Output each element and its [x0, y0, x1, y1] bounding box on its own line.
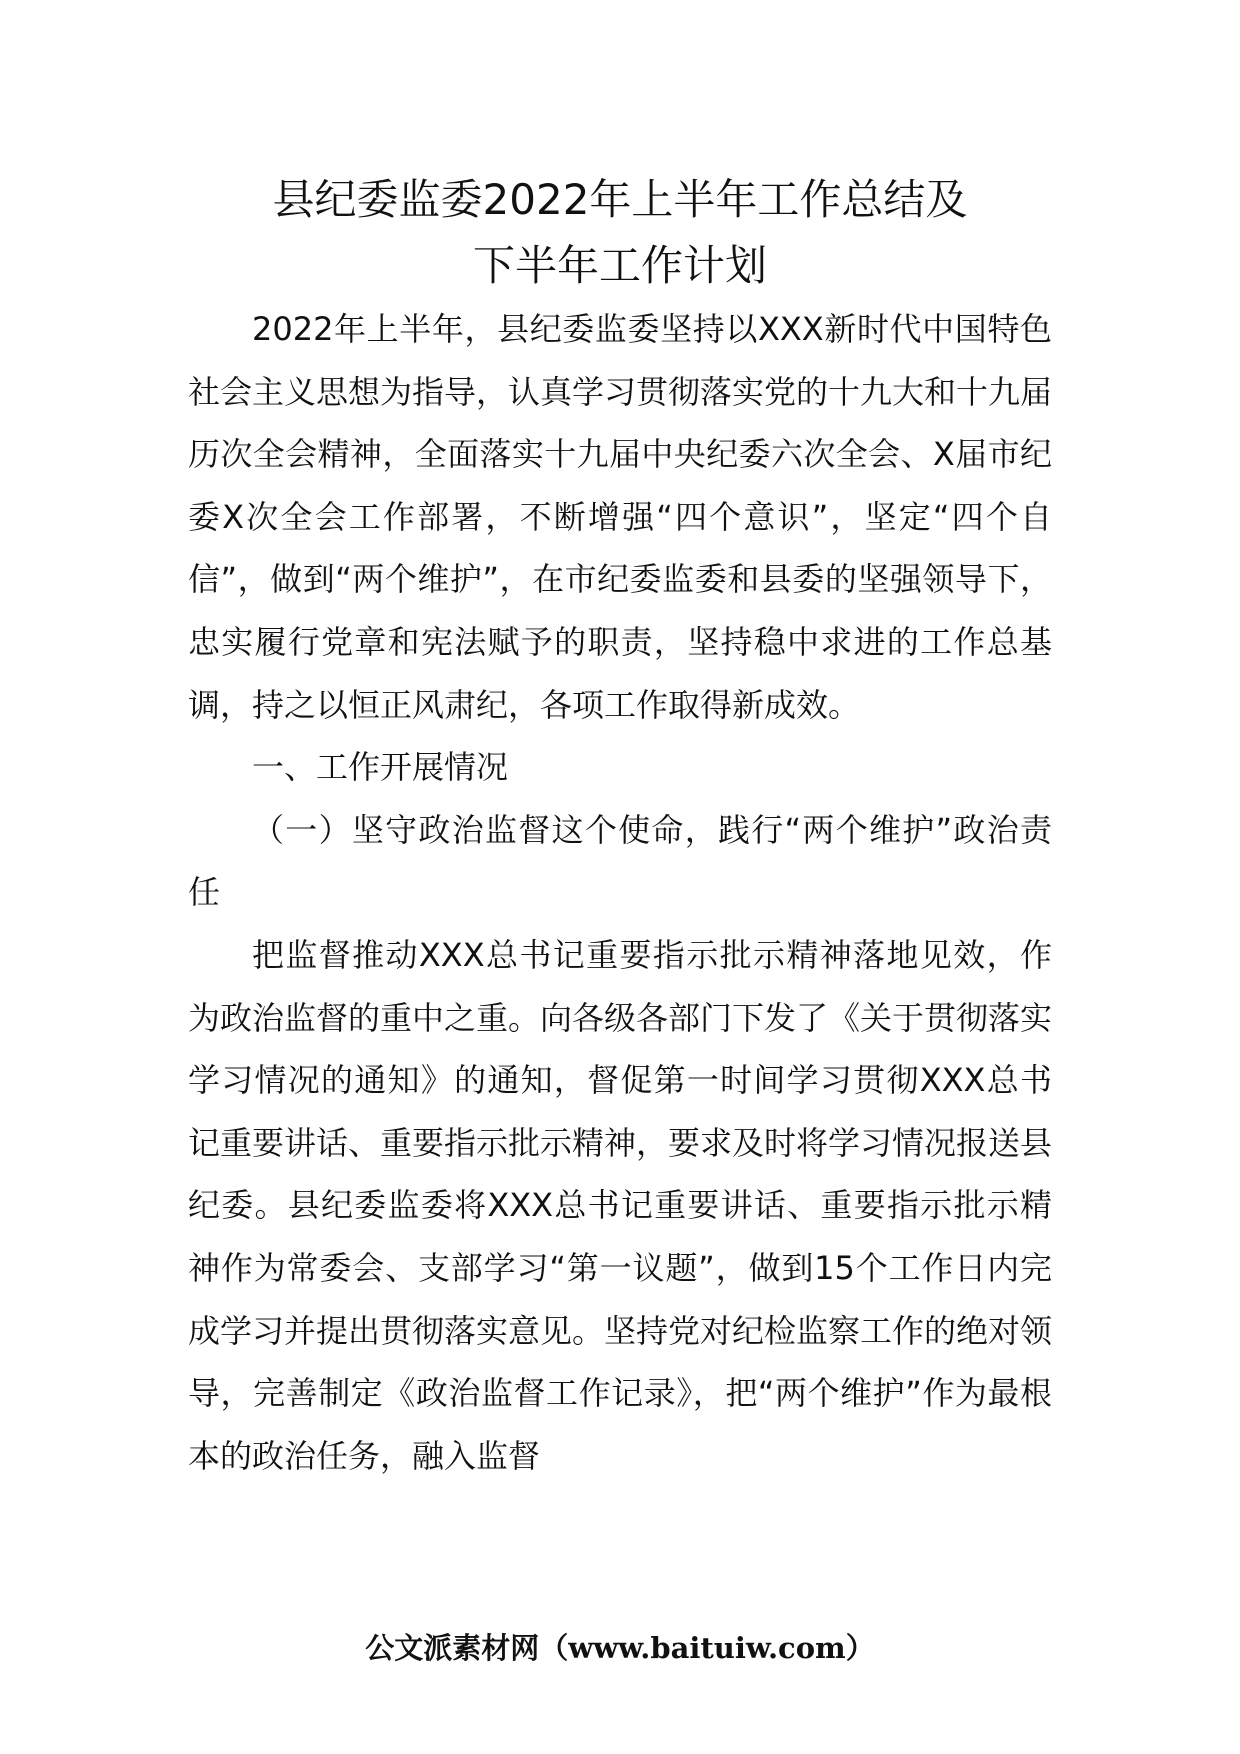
intro-paragraph: 2022年上半年，县纪委监委坚持以XXX新时代中国特色社会主义思想为指导，认真学习贯彻落实党的十九大和十九届历次全会精神，全面落实十九届中央纪委六次全会、X届市纪委X次全会工作部署，不断增强“四个意识”，坚定“四个自信”，做到“两个维护”，在市纪委监委和县委的坚强领导下，忠实履行党章和宪法赋予的职责，坚持稳中求进的工作总基调，持之以恒正风肃纪，各项工作取得新成效。 — [188, 310, 1053, 724]
section-heading: 一、工作开展情况 — [252, 748, 509, 787]
body-paragraph: 把监督推动XXX总书记重要指示批示精神落地见效，作为政治监督的重中之重。向各级各部门下发了《关于贯彻落实学习情况的通知》的通知，督促第一时间学习贯彻XXX总书记重要讲话、重要指示批示精神，要求及时将学习情况报送县纪委。县纪委监委将XXX总书记重要讲话、重要指示批示精神作为常委会、支部学习“第一议题”，做到15个工作日内完成学习并提出贯彻落实意见。坚持党对纪检监察工作的绝对领导，完善制定《政治监督工作记录》，把“两个维护”作为最根本的政治任务，融入监督 — [188, 935, 1053, 1475]
document-title-line-2: 下半年工作计划 — [472, 241, 767, 290]
document-body — [188, 298, 1052, 1487]
subsection-heading: （一）坚守政治监督这个使命，践行“两个维护”政治责任 — [188, 810, 1052, 912]
document-title-line-1: 县纪委监委2022年上半年工作总结及 — [272, 175, 968, 224]
footer-watermark: 公文派素材网（www.baituiw.com） — [365, 1631, 875, 1665]
